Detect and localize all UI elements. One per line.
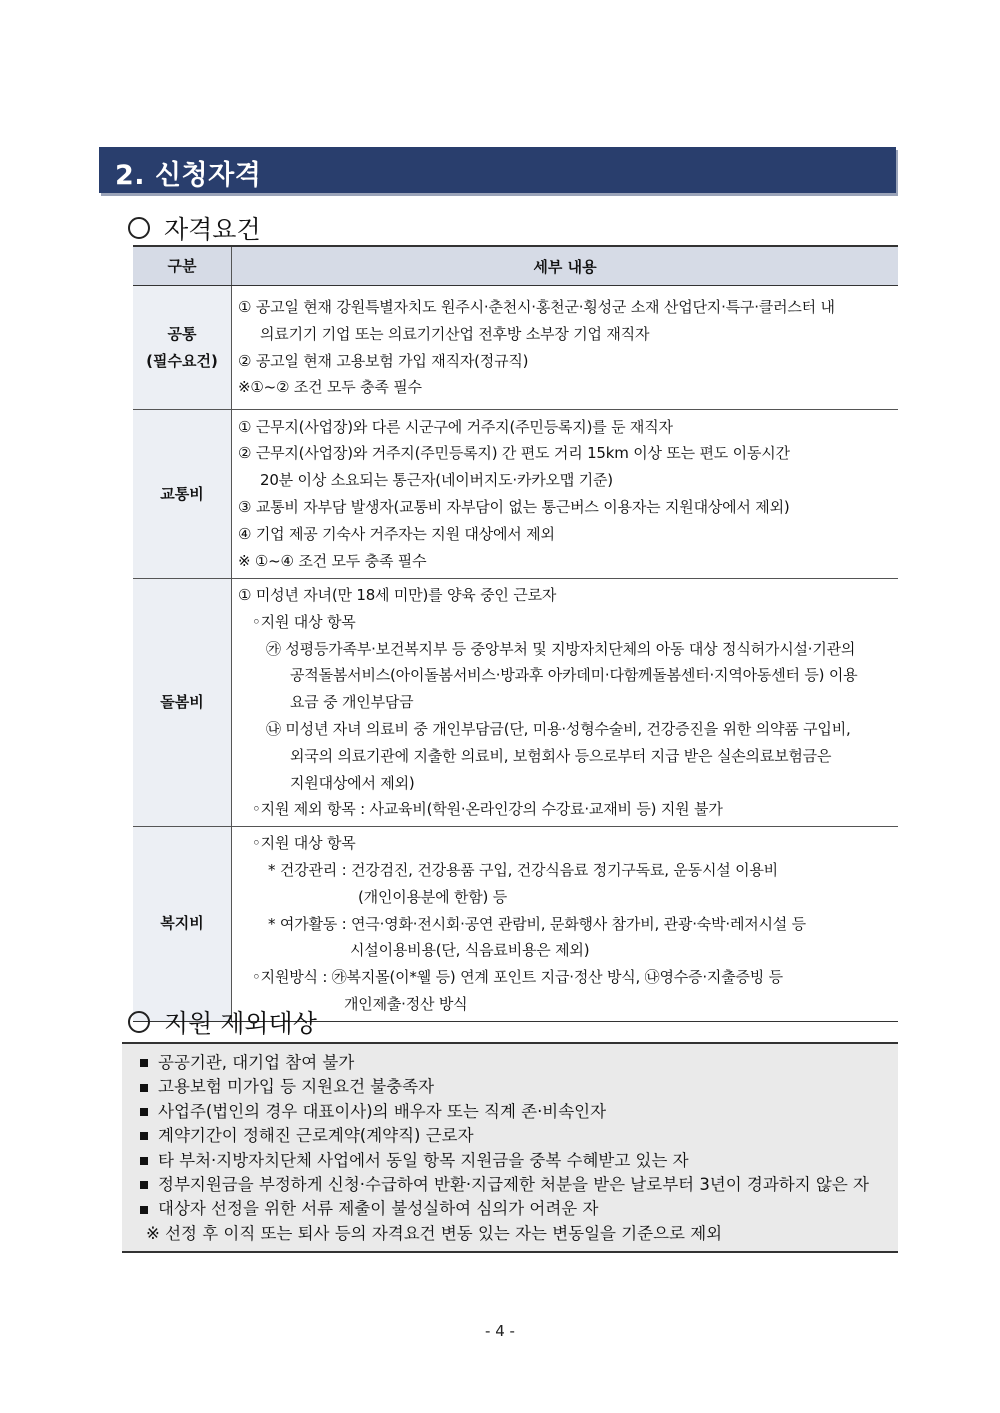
exclusion-text: 고용보험 미가입 등 지원요건 불충족자 (158, 1077, 435, 1097)
detail-line: ◦지원 대상 항목 (252, 834, 356, 853)
table-row (133, 410, 898, 579)
detail-line: * 여가활동 : 연극·영화·전시회·공연 관람비, 문화행사 참가비, 관광·숙박·레저시설 등 (268, 914, 806, 933)
detail-line: ※①~② 조건 모두 충족 필수 (238, 378, 422, 397)
square-bullet-icon (140, 1157, 148, 1165)
exclusion-item (136, 1075, 898, 1099)
category-label: 복지비 (160, 914, 204, 933)
row-category (133, 410, 232, 579)
square-bullet-icon (140, 1059, 148, 1067)
category-label: 교통비 (160, 484, 204, 503)
exclusion-text: 타 부처·지방자치단체 사업에서 동일 항목 지원금을 중복 수혜받고 있는 자 (158, 1150, 689, 1170)
category-label: 공통 (167, 324, 197, 343)
detail-line: ① 공고일 현재 강원특별자치도 원주시·춘천시·홍천군·횡성군 소재 산업단지·특구·클러스터 내 (238, 297, 835, 316)
detail-line: ㉯ 미성년 자녀 의료비 중 개인부담금(단, 미용·성형수술비, 건강증진을 위한 의약품 구입비, (266, 719, 851, 738)
exclusion-note: ※ 선정 후 이직 또는 퇴사 등의 자격요건 변동 있는 자는 변동일을 기준으로 제외 (146, 1223, 723, 1243)
detail-line: ④ 기업 제공 기숙사 거주자는 지원 대상에서 제외 (238, 524, 555, 543)
detail-line: ◦지원 제외 항목 : 사교육비(학원·온라인강의 수강료·교재비 등) 지원 불가 (252, 800, 723, 819)
qualification-table (133, 245, 898, 1022)
exclusion-item (136, 1051, 898, 1075)
square-bullet-icon (140, 1181, 148, 1189)
row-category (133, 579, 232, 827)
table-row (133, 579, 898, 827)
header-detail: 세부 내용 (232, 246, 899, 286)
detail-line: 개인제출·정산 방식 (344, 994, 468, 1013)
detail-line: 요금 중 개인부담금 (290, 693, 414, 712)
subheading-text: 자격요건 (164, 215, 261, 244)
exclusion-item (136, 1149, 898, 1173)
detail-line: 지원대상에서 제외) (290, 773, 415, 792)
table-row (133, 827, 898, 1022)
exclusion-box (122, 1042, 898, 1253)
section-banner (99, 147, 896, 193)
detail-line: ② 공고일 현재 고용보험 가입 재직자(정규직) (238, 351, 529, 370)
detail-line: (개인이용분에 한함) 등 (358, 887, 508, 906)
detail-line: 시설이용비용(단, 식음료비용은 제외) (350, 941, 590, 960)
detail-line: 의료기기 기업 또는 의료기기산업 전후방 소부장 기업 재직자 (260, 324, 650, 343)
detail-line: 외국의 의료기관에 지출한 의료비, 보험회사 등으로부터 지급 받은 실손의료보험금은 (290, 746, 832, 765)
exclusion-text: 대상자 선정을 위한 서류 제출이 불성실하여 심의가 어려운 자 (158, 1199, 599, 1219)
detail-line: ※ ①~④ 조건 모두 충족 필수 (238, 551, 427, 570)
circle-icon (128, 1011, 150, 1033)
table-row (133, 286, 898, 410)
detail-line: ① 근무지(사업장)와 다른 시군구에 거주지(주민등록지)를 둔 재직자 (238, 417, 673, 436)
page-number: - 4 - (485, 1322, 515, 1340)
detail-line: ③ 교통비 자부담 발생자(교통비 자부담이 없는 통근버스 이용자는 지원대상에서 제외) (238, 498, 790, 516)
table-header-row (133, 246, 898, 286)
square-bullet-icon (140, 1108, 148, 1116)
detail-line: 공적돌봄서비스(아이돌봄서비스·방과후 아카데미·다함께돌봄센터·지역아동센터 등) 이용 (290, 666, 858, 685)
detail-line: 20분 이상 소요되는 통근자(네이버지도·카카오맵 기준) (260, 471, 613, 490)
row-category (133, 827, 232, 1022)
exclusion-text: 계약기간이 정해진 근로계약(계약직) 근로자 (158, 1126, 474, 1146)
subheading-text: 지원 제외대상 (164, 1009, 317, 1038)
detail-line: ◦지원 대상 항목 (252, 612, 356, 631)
detail-line: ㉮ 성평등가족부·보건복지부 등 중앙부처 및 지방자치단체의 아동 대상 정식허가시설·기관의 (266, 639, 856, 658)
row-detail (232, 827, 899, 1022)
square-bullet-icon (140, 1132, 148, 1140)
table-body (133, 286, 898, 1022)
detail-line: ◦지원방식 : ㉮복지몰(이*웰 등) 연계 포인트 지급·정산 방식, ㉯영수증·지출증빙 등 (252, 968, 783, 987)
row-detail (232, 579, 899, 827)
detail-line: * 건강관리 : 건강검진, 건강용품 구입, 건강식음료 정기구독료, 운동시설 이용비 (268, 860, 778, 879)
row-detail (232, 286, 899, 410)
exclusion-list (136, 1051, 898, 1222)
square-bullet-icon (140, 1206, 148, 1214)
exclusion-item (136, 1124, 898, 1148)
exclusion-text: 사업주(법인의 경우 대표이사)의 배우자 또는 직계 존·비속인자 (158, 1101, 607, 1121)
detail-line: ② 근무지(사업장)와 거주지(주민등록지) 간 편도 거리 15km 이상 또는 편도 이동시간 (238, 444, 790, 463)
category-label: 돌봄비 (160, 693, 204, 712)
exclusion-text: 공공기관, 대기업 참여 불가 (158, 1053, 355, 1072)
subheading-qualifications (128, 210, 261, 246)
header-category: 구분 (133, 246, 232, 286)
section-title: 2. 신청자격 (115, 160, 262, 191)
square-bullet-icon (140, 1084, 148, 1092)
circle-icon (128, 217, 150, 239)
subheading-exclusions (128, 1004, 317, 1040)
category-label: (필수요건) (146, 351, 218, 370)
exclusion-text: 정부지원금을 부정하게 신청·수급하여 반환·지급제한 처분을 받은 날로부터 3년이 경과하지 않은 자 (158, 1175, 869, 1195)
row-detail (232, 410, 899, 579)
exclusion-item (136, 1173, 898, 1197)
exclusion-item (136, 1197, 898, 1221)
detail-line: ① 미성년 자녀(만 18세 미만)를 양육 중인 근로자 (238, 586, 557, 604)
row-category (133, 286, 232, 410)
exclusion-item (136, 1100, 898, 1124)
